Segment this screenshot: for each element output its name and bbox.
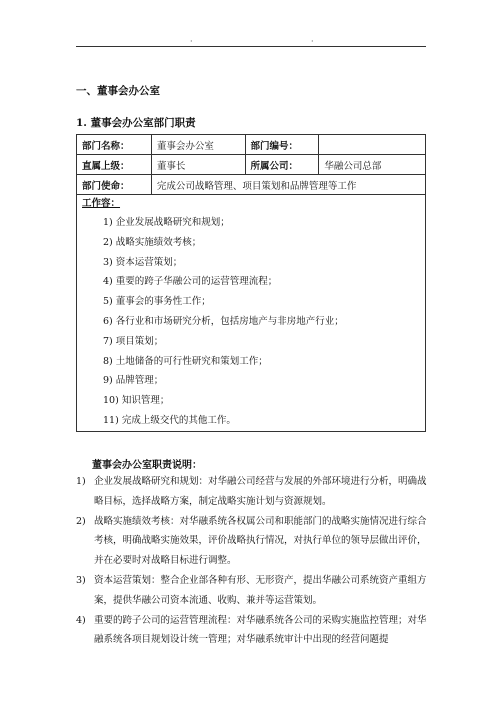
list-item: 11) 完成上级交代的其他工作。 bbox=[103, 414, 236, 426]
mission-label: 部门使命： bbox=[77, 175, 152, 195]
description-title: 董事会办公室职责说明： bbox=[92, 460, 202, 471]
item-text: 战略实施绩效考核：对华融系统各权属公司和职能部门的战略实施情况进行综合考核，明确战略实施效果，评价战略执行情况，对执行单位的领导层做出评价，并在必要时对战略目标进行调整。 bbox=[94, 515, 427, 567]
table-row bbox=[77, 155, 426, 175]
header-dot: · bbox=[190, 37, 193, 46]
list-item: 8) 土地储备的可行性研究和策划工作； bbox=[103, 355, 268, 367]
dept-code-label: 部门编号： bbox=[245, 135, 319, 155]
list-item: 4) 重要的跨子华融公司的运营管理流程； bbox=[103, 276, 278, 288]
superior-value: 董事长 bbox=[151, 155, 245, 175]
list-item: 2) 战略实施绩效考核； bbox=[103, 236, 202, 248]
section-title: 一、董事会办公室 bbox=[76, 85, 160, 97]
list-item bbox=[76, 472, 428, 512]
list-item: 1) 企业发展战略研究和规划； bbox=[103, 217, 230, 228]
list-item: 5) 董事会的事务性工作； bbox=[103, 296, 211, 308]
item-text: 重要的跨子公司的运营管理流程：对华融系统各公司的采购实施监控管理；对华融系统各项目规划设计统一管理；对华融系统审计中出现的经营问题提 bbox=[94, 614, 427, 646]
subsection-title: 1. 董事会办公室部门职责 bbox=[76, 117, 196, 129]
item-text: 资本运营策划：整合企业部各种有形、无形资产，提出华融公司系统资产重组方案，提供华融公司资本流通、收购、兼并等运营策划。 bbox=[94, 574, 427, 606]
dept-name-label: 部门名称： bbox=[77, 135, 152, 155]
work-content-label: 工作容： bbox=[82, 198, 121, 209]
dept-code-value bbox=[319, 135, 426, 155]
item-number: 2) bbox=[76, 515, 86, 527]
description-list bbox=[76, 472, 428, 650]
item-text: 企业发展战略研究和规划：对华融公司经营与发展的外部环境进行分析，明确战略目标，选择战略方案，制定战略实施计划与资源规划。 bbox=[94, 476, 427, 507]
work-content-cell bbox=[77, 195, 426, 432]
mission-value: 完成公司战略管理、项目策划和品牌管理等工作 bbox=[151, 175, 425, 195]
table-row bbox=[77, 195, 426, 432]
table-row bbox=[77, 135, 426, 155]
company-label: 所属公司： bbox=[245, 155, 319, 175]
dept-name-value: 董事会办公室 bbox=[151, 135, 245, 155]
list-item bbox=[76, 611, 428, 651]
list-item: 7) 项目策划； bbox=[103, 335, 164, 347]
list-item bbox=[76, 512, 428, 571]
item-number: 4) bbox=[76, 614, 86, 626]
superior-label: 直属上级： bbox=[77, 155, 152, 175]
company-value: 华融公司总部 bbox=[319, 155, 426, 175]
header-rule bbox=[76, 46, 426, 47]
table-row bbox=[77, 175, 426, 195]
list-item: 6) 各行业和市场研究分析，包括房地产与非房地产行业； bbox=[103, 315, 344, 327]
list-item: 10) 知识管理； bbox=[103, 395, 170, 407]
item-number: 3) bbox=[76, 574, 86, 586]
list-item bbox=[76, 571, 428, 611]
department-info-table bbox=[76, 134, 426, 432]
item-number: 1) bbox=[76, 476, 86, 487]
work-content-list bbox=[82, 213, 420, 431]
list-item: 3) 资本运营策划； bbox=[103, 256, 183, 268]
header-dot: · bbox=[311, 37, 314, 46]
list-item: 9) 品牌管理； bbox=[103, 375, 164, 387]
